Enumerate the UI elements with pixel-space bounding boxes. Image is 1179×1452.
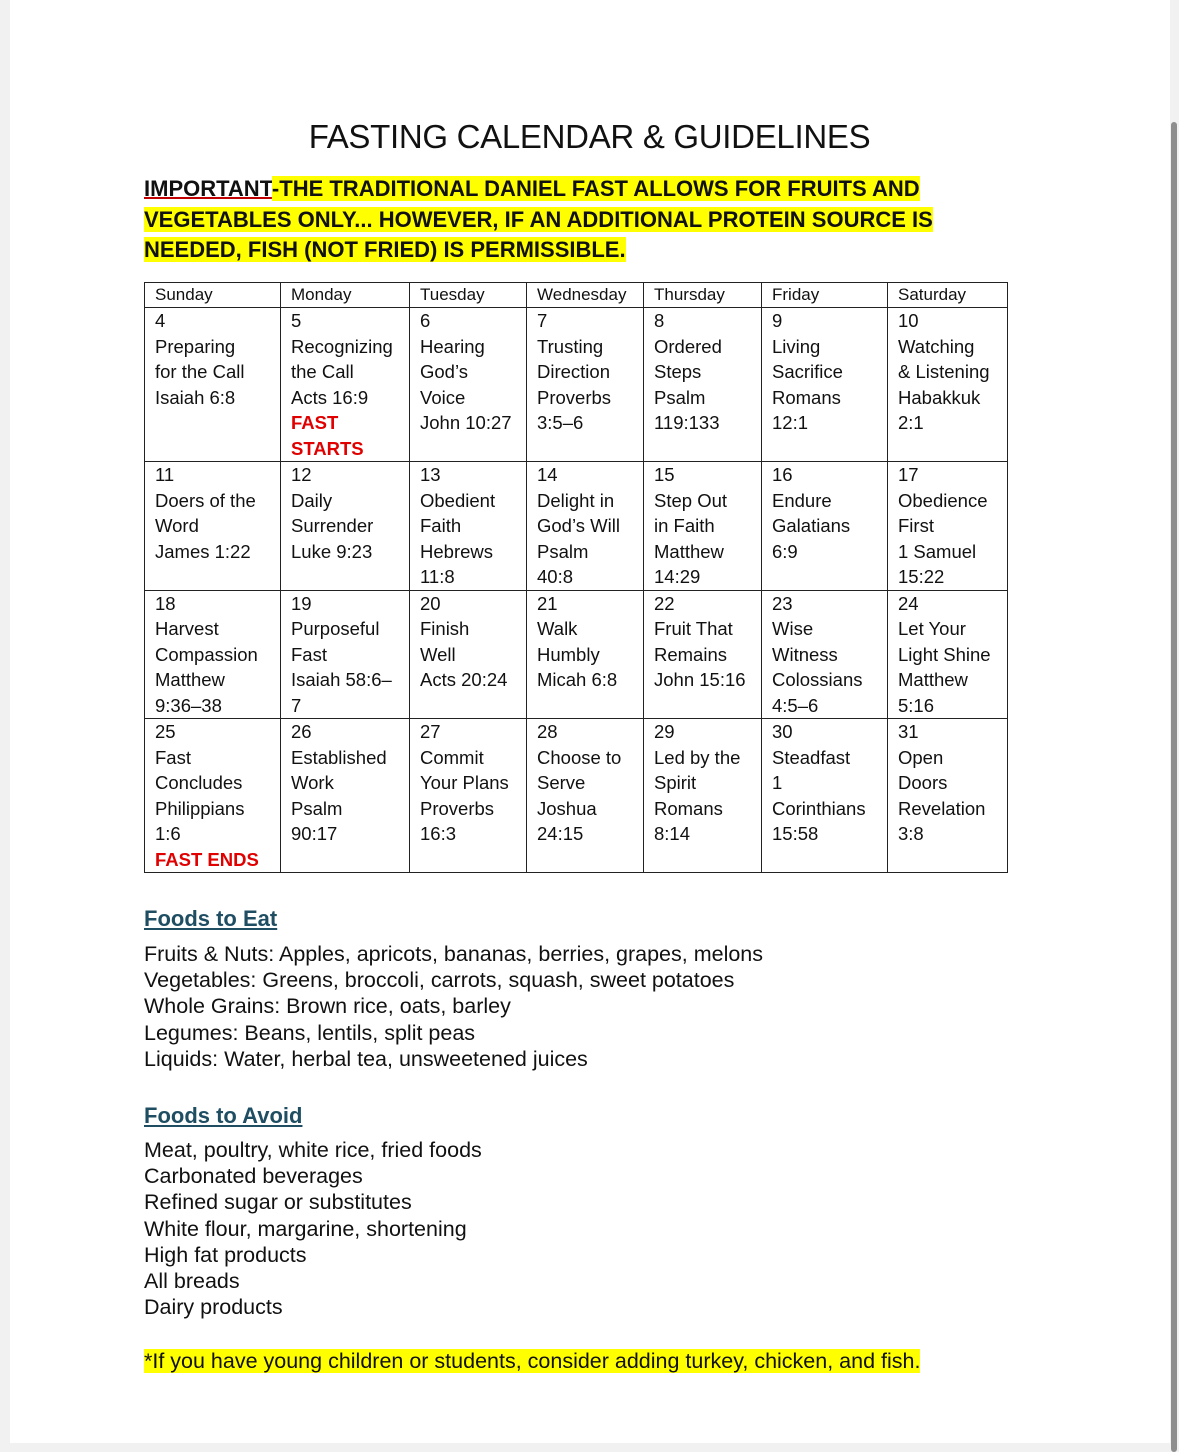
day-text-line: Steadfast (772, 746, 851, 768)
fast-marker: STARTS (291, 437, 364, 459)
day-text-line: Living (772, 335, 821, 357)
day-text-line: 24:15 (537, 823, 584, 844)
day-number: 31 (898, 721, 919, 742)
calendar-day-cell (527, 719, 644, 873)
scrollbar-thumb[interactable] (1171, 122, 1177, 1452)
day-text-line: Revelation (898, 797, 986, 819)
calendar-day-cell (281, 590, 410, 719)
day-header: Monday (281, 283, 410, 308)
day-number: 30 (772, 721, 793, 742)
day-text-line: the Call (291, 361, 354, 382)
day-text-line: Faith (420, 515, 462, 536)
day-text-line: God’s Will (537, 515, 620, 536)
list-item: White flour, margarine, shortening (144, 1216, 467, 1241)
day-text-line: & Listening (898, 361, 990, 382)
calendar-day-cell (527, 308, 644, 462)
scrollbar-track[interactable] (1170, 0, 1179, 1443)
calendar-day-cell (410, 719, 527, 873)
calendar-day-cell (888, 308, 1008, 462)
day-number: 11 (155, 464, 175, 485)
day-text-line: 8:14 (654, 823, 691, 844)
day-number: 14 (537, 464, 558, 485)
day-text-line: Acts 20:24 (420, 669, 508, 690)
day-text-line: Work (291, 772, 334, 793)
day-text-line: Acts 16:9 (291, 386, 369, 408)
day-text-line: Witness (772, 643, 838, 665)
day-number: 27 (420, 721, 441, 742)
calendar-day-cell (644, 308, 762, 462)
calendar-day-cell (888, 462, 1008, 591)
fasting-calendar (144, 282, 1008, 873)
foods-to-eat-list (144, 941, 763, 1072)
day-number: 26 (291, 721, 312, 742)
day-number: 12 (291, 464, 312, 485)
day-number: 28 (537, 721, 558, 742)
foods-to-eat-heading: Foods to Eat (144, 906, 278, 931)
day-text-line: Wise (772, 618, 814, 639)
calendar-day-cell (888, 719, 1008, 873)
day-text-line: Your Plans (420, 772, 509, 793)
day-text-line: Colossians (772, 669, 863, 690)
day-text-line: Ordered (654, 335, 722, 357)
day-text-line: Isaiah 58:6– (291, 669, 392, 690)
calendar-header-row (145, 283, 1008, 308)
day-text-line: Steps (654, 361, 702, 382)
day-text-line: Obedient (420, 489, 496, 511)
fast-marker: FAST ENDS (155, 848, 259, 870)
calendar-week-row (145, 719, 1008, 873)
calendar-day-cell (145, 590, 281, 719)
calendar-day-cell (281, 719, 410, 873)
day-number: 4 (155, 310, 166, 331)
day-text-line: 11:8 (420, 566, 455, 587)
day-text-line: James 1:22 (155, 540, 251, 562)
day-text-line: 6:9 (772, 540, 798, 562)
list-item: Legumes: Beans, lentils, split peas (144, 1020, 476, 1045)
calendar-day-cell (762, 308, 888, 462)
day-header: Thursday (644, 283, 762, 308)
day-number: 9 (772, 310, 783, 331)
list-item: Fruits & Nuts: Apples, apricots, bananas, berries, grapes, melons (144, 942, 764, 966)
day-text-line: Open (898, 746, 944, 768)
day-header: Wednesday (527, 283, 644, 308)
day-text-line: Doors (898, 772, 948, 793)
day-text-line: Voice (420, 386, 466, 408)
day-number: 23 (772, 592, 793, 614)
day-text-line: Fruit That (654, 618, 733, 639)
day-text-line: Serve (537, 772, 586, 793)
day-text-line: 2:1 (898, 412, 924, 433)
day-text-line: Micah 6:8 (537, 669, 618, 690)
day-text-line: 1 (772, 772, 783, 793)
day-number: 19 (291, 592, 312, 614)
calendar-day-cell (762, 590, 888, 719)
list-item: Refined sugar or substitutes (144, 1190, 412, 1215)
day-text-line: Preparing (155, 335, 236, 357)
day-text-line: Habakkuk (898, 386, 981, 408)
day-text-line: Direction (537, 361, 610, 382)
day-text-line: Psalm (537, 540, 589, 562)
day-text-line: Purposeful (291, 618, 380, 639)
day-text-line: Romans (772, 386, 841, 408)
children-note-text: *If you have young children or students, consider adding turkey, chicken, and fish. (144, 1349, 921, 1373)
day-text-line: 15:58 (772, 823, 819, 844)
calendar-day-cell (145, 462, 281, 591)
list-item: Carbonated beverages (144, 1164, 363, 1189)
day-text-line: Proverbs (420, 797, 495, 819)
day-text-line: Commit (420, 746, 484, 768)
day-text-line: Trusting (537, 335, 604, 357)
children-note (144, 1347, 920, 1375)
day-text-line: 7 (291, 694, 302, 716)
calendar-day-cell (762, 719, 888, 873)
day-number: 29 (654, 721, 675, 742)
calendar-day-cell (644, 590, 762, 719)
calendar-day-cell (644, 462, 762, 591)
day-number: 25 (155, 721, 176, 742)
calendar-day-cell (410, 462, 527, 591)
day-text-line: Endure (772, 489, 832, 511)
day-text-line: 16:3 (420, 823, 457, 844)
day-text-line: Light Shine (898, 643, 991, 665)
day-number: 8 (654, 310, 665, 331)
day-number: 15 (654, 464, 675, 485)
day-text-line: 9:36–38 (155, 694, 222, 716)
calendar-day-cell (527, 590, 644, 719)
day-text-line: Walk (537, 618, 578, 639)
calendar-day-cell (410, 308, 527, 462)
day-text-line: in Faith (654, 515, 715, 536)
list-item: Dairy products (144, 1295, 283, 1320)
day-text-line: Galatians (772, 515, 851, 536)
foods-to-avoid-list (144, 1137, 482, 1320)
day-text-line: 1 Samuel (898, 540, 977, 562)
day-text-line: Doers of the (155, 489, 256, 511)
day-number: 22 (654, 592, 675, 614)
day-number: 6 (420, 310, 431, 331)
day-number: 24 (898, 592, 919, 614)
day-header: Saturday (888, 283, 1008, 308)
day-text-line: Proverbs (537, 386, 612, 408)
day-number: 13 (420, 464, 441, 485)
day-text-line: Matthew (898, 669, 968, 690)
day-header: Friday (762, 283, 888, 308)
day-text-line: Hebrews (420, 540, 493, 562)
day-text-line: God’s (420, 361, 468, 382)
day-text-line: 3:8 (898, 823, 924, 844)
day-text-line: Joshua (537, 797, 597, 819)
day-number: 16 (772, 464, 793, 485)
calendar-day-cell (644, 719, 762, 873)
calendar-week-row (145, 590, 1008, 719)
important-notice (144, 174, 1004, 266)
day-text-line: Well (420, 643, 456, 665)
calendar-day-cell (281, 462, 410, 591)
calendar-day-cell (762, 462, 888, 591)
day-number: 7 (537, 310, 548, 331)
day-header: Tuesday (410, 283, 527, 308)
day-text-line: Established (291, 746, 387, 768)
day-text-line: Fast (291, 643, 327, 665)
day-number: 20 (420, 592, 441, 614)
day-text-line: Matthew (155, 669, 225, 690)
day-text-line: Romans (654, 797, 723, 819)
day-text-line: 5:16 (898, 694, 935, 716)
day-text-line: First (898, 515, 934, 536)
day-text-line: 1:6 (155, 823, 181, 844)
day-text-line: Harvest (155, 618, 219, 639)
important-separator: - (271, 176, 280, 201)
day-text-line: Isaiah 6:8 (155, 386, 236, 408)
day-text-line: Psalm (291, 797, 343, 819)
list-item: Meat, poultry, white rice, fried foods (144, 1138, 482, 1162)
day-text-line: Fast (155, 746, 191, 768)
day-text-line: for the Call (155, 361, 245, 382)
day-text-line: Luke 9:23 (291, 540, 373, 562)
day-number: 17 (898, 464, 919, 485)
day-text-line: Step Out (654, 489, 728, 511)
day-text-line: Humbly (537, 643, 600, 665)
day-text-line: John 10:27 (420, 412, 512, 433)
day-text-line: 12:1 (772, 412, 809, 433)
list-item: High fat products (144, 1242, 307, 1267)
day-text-line: Word (155, 515, 199, 536)
day-text-line: Watching (898, 335, 975, 357)
calendar-week-row (145, 308, 1008, 462)
calendar-week-row (145, 462, 1008, 591)
day-text-line: Delight in (537, 489, 615, 511)
calendar-day-cell (281, 308, 410, 462)
calendar-day-cell (145, 719, 281, 873)
day-text-line: Led by the (654, 746, 741, 768)
day-text-line: Psalm (654, 386, 706, 408)
day-text-line: 119:133 (654, 412, 720, 433)
day-text-line: 4:5–6 (772, 694, 819, 716)
day-text-line: Concludes (155, 772, 243, 793)
important-line-3: NEEDED, FISH (NOT FRIED) IS PERMISSIBLE. (144, 237, 626, 262)
day-text-line: Daily (291, 489, 333, 511)
calendar-day-cell (145, 308, 281, 462)
day-text-line: Corinthians (772, 797, 866, 819)
important-line-1: THE TRADITIONAL DANIEL FAST ALLOWS FOR FRUITS AND (279, 176, 920, 201)
list-item: Vegetables: Greens, broccoli, carrots, squash, sweet potatoes (144, 968, 735, 993)
day-text-line: Hearing (420, 335, 485, 357)
day-text-line: Philippians (155, 797, 245, 819)
day-text-line: Sacrifice (772, 361, 843, 382)
day-text-line: Remains (654, 643, 727, 665)
calendar-day-cell (888, 590, 1008, 719)
day-text-line: 14:29 (654, 566, 701, 587)
list-item: Liquids: Water, herbal tea, unsweetened juices (144, 1046, 588, 1071)
day-text-line: 40:8 (537, 566, 574, 587)
day-text-line: Matthew (654, 540, 724, 562)
list-item: Whole Grains: Brown rice, oats, barley (144, 994, 511, 1019)
important-line-2: VEGETABLES ONLY... HOWEVER, IF AN ADDITIONAL PROTEIN SOURCE IS (144, 206, 933, 232)
day-number: 18 (155, 592, 176, 614)
day-text-line: Compassion (155, 643, 258, 665)
day-text-line: Finish (420, 618, 470, 639)
day-text-line: 3:5–6 (537, 412, 584, 433)
day-text-line: Surrender (291, 515, 374, 536)
list-item: All breads (144, 1269, 240, 1294)
fast-marker: FAST (291, 412, 339, 433)
day-header: Sunday (145, 283, 281, 308)
day-text-line: 15:22 (898, 566, 945, 587)
calendar-day-cell (410, 590, 527, 719)
day-text-line: Obedience (898, 489, 988, 511)
important-label: IMPORTANT (144, 176, 272, 201)
calendar-day-cell (527, 462, 644, 591)
day-text-line: 90:17 (291, 823, 338, 844)
day-text-line: John 15:16 (654, 669, 746, 690)
day-text-line: Spirit (654, 772, 697, 793)
day-number: 21 (537, 592, 558, 614)
day-text-line: Choose to (537, 746, 622, 768)
day-text-line: Recognizing (291, 335, 393, 357)
day-text-line: Let Your (898, 618, 966, 639)
page-title: FASTING CALENDAR & GUIDELINES (308, 118, 871, 155)
foods-to-avoid-heading: Foods to Avoid (144, 1103, 303, 1128)
day-number: 10 (898, 310, 919, 331)
day-number: 5 (291, 310, 302, 331)
